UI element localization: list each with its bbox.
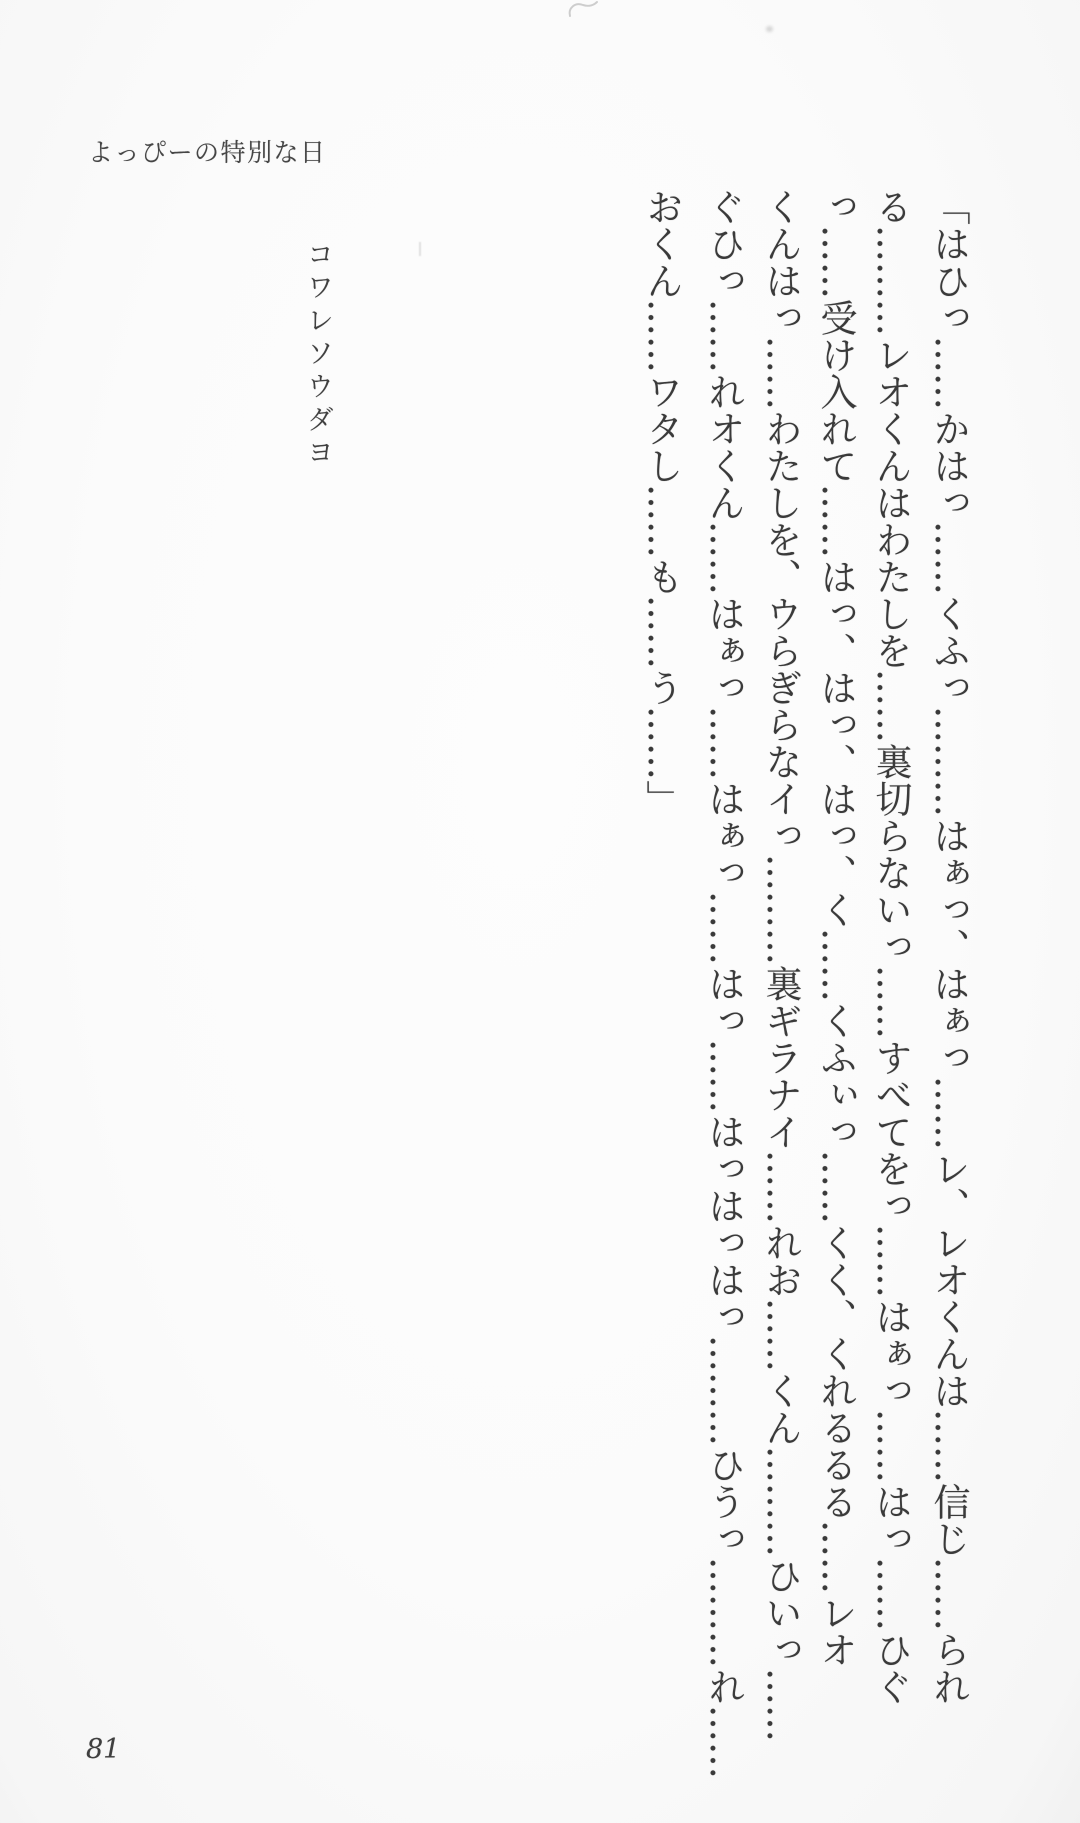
dialogue-column-2: る………レオくんはわたしを……裏切らないっ……すべてをっ……はぁっ……はっ……ひぐ	[869, 188, 912, 1705]
dialogue-column-3: っ……受け入れて……はっ、はっ、はっ、く……くふぃっ……くく、くれるるる……レオ	[814, 188, 857, 1668]
dialogue-column-1: 「はひっ……かはっ……くふっ………はぁっ、はぁっ……レ、レオくんは……信じ……られ	[927, 188, 970, 1705]
dialogue-column-5: ぐひっ……れオくん……はぁっ……はぁっ……はっ……はっはっはっ………ひうっ………れ……	[702, 188, 745, 1779]
page-number: 81	[86, 1734, 121, 1765]
scan-artifact-squiggle	[566, 0, 600, 20]
dialogue-column-4: くんはっ……わたしを、ウらぎらなイっ………裏ギラナイ……れお……くん………ひいっ……	[759, 188, 802, 1742]
scan-artifact-dot	[766, 26, 773, 32]
scan-artifact-fiber	[419, 242, 421, 256]
side-note-vertical-text: コワレソウダヨ	[302, 240, 333, 471]
running-header-title: よっぴーの特別な日	[88, 138, 327, 167]
dialogue-column-6: おくん……ワタし……も……う……」	[640, 188, 683, 817]
